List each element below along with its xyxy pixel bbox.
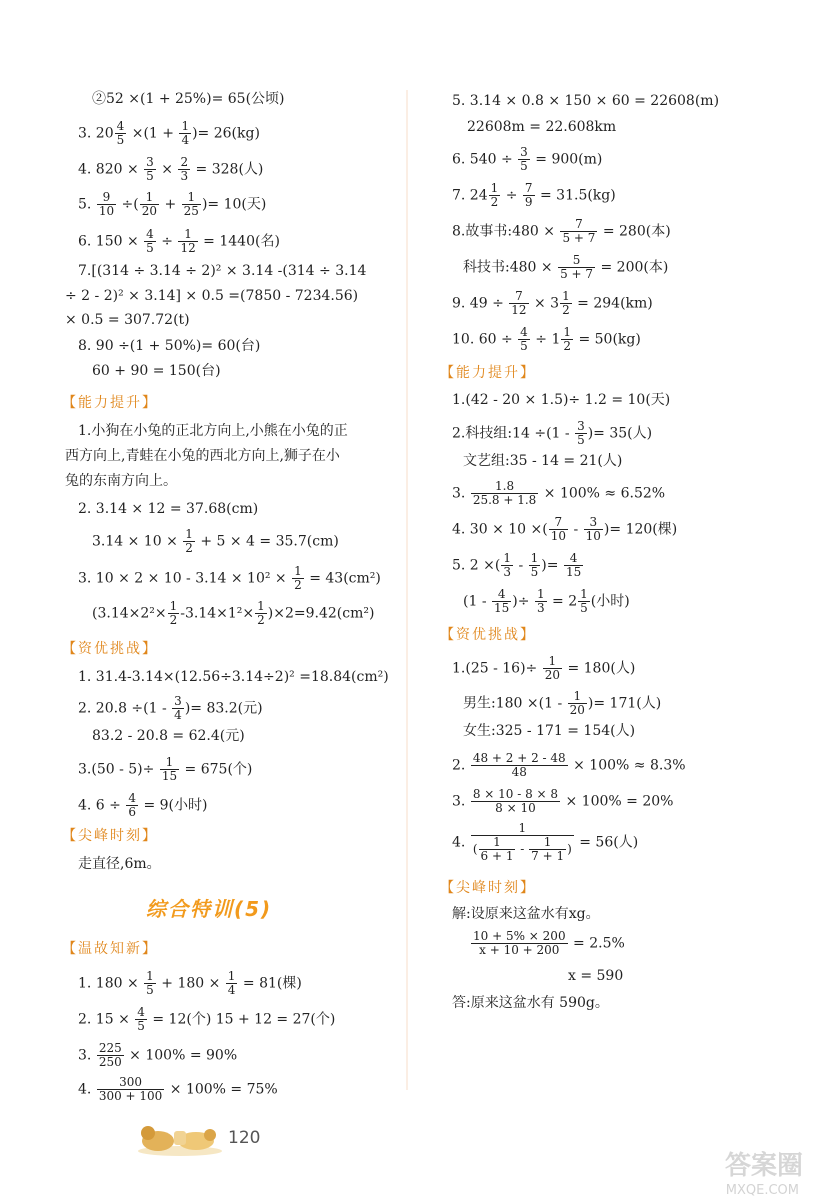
answer-line: 2. 3.14 × 12 = 37.68(cm): [78, 501, 259, 517]
watermark-logo: 答案圈: [724, 1151, 803, 1181]
answer-line: 5. $\frac{9}{10}$ ÷( $\frac{1}{20}$ + $\frac{1}{25}$ )= 10(天): [78, 190, 267, 218]
answer-line: 西方向上,青蛙在小兔的西北方向上,狮子在小: [65, 448, 340, 464]
page-number: 120: [228, 1128, 261, 1148]
answer-line: ÷ 2 - 2)² × 3.14] × 0.5 =(7850 - 7234.56): [65, 288, 359, 304]
section-tag: 【能力提升】: [440, 365, 536, 381]
answer-line: 2. 20.8 ÷(1 - $\frac{3}{4}$ )= 83.2(元): [78, 694, 263, 722]
answer-line: 9. 49 ÷ $\frac{7}{12}$ × 3 $\frac{1}{2}$ = 294(km): [452, 289, 653, 317]
answer-line: 3. $\frac{225}{250}$ × 100% = 90%: [78, 1041, 238, 1069]
answer-line: 22608m = 22.608km: [467, 119, 617, 135]
answer-line: 4. 820 × $\frac{3}{5}$ × $\frac{2}{3}$ = 328(人): [78, 155, 264, 183]
answer-line: 3. 10 × 2 × 10 - 3.14 × 10² × $\frac{1}{2}$ = 43(cm²): [78, 564, 381, 592]
answer-line: 3. $\frac{8 \times 10 - 8 \times 8}{8 \times 10}$ × 100% = 20%: [452, 787, 674, 815]
section-tag: 【能力提升】: [62, 395, 158, 411]
answer-line: 5. 3.14 × 0.8 × 150 × 60 = 22608(m): [452, 93, 720, 109]
answer-line: (3.14×2²× $\frac{1}{2}$ -3.14×1²× $\frac{1}{2}$ )×2=9.42(cm²): [92, 599, 375, 627]
answer-line: 3.14 × 10 × $\frac{1}{2}$ + 5 × 4 = 35.7(cm): [92, 527, 339, 555]
answer-line: 2. 15 × $\frac{4}{5}$ = 12(个) 15 + 12 = 27(个): [78, 1005, 336, 1033]
section-tag: 【资优挑战】: [440, 627, 536, 643]
section-tag: 【资优挑战】: [62, 641, 158, 657]
answer-line: x = 590: [568, 968, 624, 984]
answer-line: 4. 30 × 10 ×( $\frac{7}{10}$ - $\frac{3}{10}$ )= 120(棵): [452, 515, 678, 543]
answer-line: 答:原来这盆水有 590g。: [452, 995, 609, 1011]
answer-line: 3. $\frac{1.8}{25.8 + 1.8}$ × 100% ≈ 6.52%: [452, 479, 666, 507]
answer-line: 8. 90 ÷(1 + 50%)= 60(台): [78, 338, 261, 354]
answer-line: 7.[(314 ÷ 3.14 ÷ 2)² × 3.14 -(314 ÷ 3.14: [78, 263, 367, 279]
cartoon-deco-icon: [136, 1117, 224, 1157]
answer-line: 2. $\frac{48 + 2 + 2 - 48}{48}$ × 100% ≈ 8.3%: [452, 751, 686, 779]
answer-line: 1. 31.4-3.14×(12.56÷3.14÷2)² =18.84(cm²): [78, 669, 389, 685]
answer-line: ②52 ×(1 + 25%)= 65(公顷): [92, 91, 285, 107]
answer-line: 6. 540 ÷ $\frac{3}{5}$ = 900(m): [452, 145, 603, 173]
answer-line: 10. 60 ÷ $\frac{4}{5}$ ÷ 1 $\frac{1}{2}$ = 50(kg): [452, 325, 641, 353]
answer-line: × 0.5 = 307.72(t): [65, 312, 190, 328]
answer-line: 科技书:480 × $\frac{5}{5 + 7}$ = 200(本): [463, 253, 669, 281]
answer-line: 3. 20 $\frac{4}{5}$ ×(1 + $\frac{1}{4}$ )= 26(kg): [78, 119, 260, 147]
answer-line: 83.2 - 20.8 = 62.4(元): [92, 728, 245, 744]
answer-line: 2.科技组:14 ÷(1 - $\frac{3}{5}$ )= 35(人): [452, 419, 653, 447]
answer-line: 6. 150 × $\frac{4}{5}$ ÷ $\frac{1}{12}$ = 1440(名): [78, 227, 280, 255]
answer-line: 60 + 90 = 150(台): [92, 363, 221, 379]
answer-line: (1 - $\frac{4}{15}$ )÷ $\frac{1}{3}$ = 2 $\frac{1}{5}$ (小时): [463, 587, 630, 615]
answer-line: 1.小狗在小兔的正北方向上,小熊在小兔的正: [78, 423, 348, 439]
watermark-url: MXQE.COM: [725, 1183, 799, 1198]
section-title: 综合特训(5): [146, 897, 273, 921]
answer-line: 兔的东南方向上。: [65, 473, 177, 489]
answer-line: 文艺组:35 - 14 = 21(人): [463, 453, 623, 469]
answer-line: 4. 6 ÷ $\frac{4}{6}$ = 9(小时): [78, 791, 208, 819]
answer-line: 4. 1 ( $\frac{1}{6 + 1}$ - $\frac{1}{7 + 1}$ ) = 56(人): [452, 821, 639, 863]
answer-line: 1.(42 - 20 × 1.5)÷ 1.2 = 10(天): [452, 392, 671, 408]
answer-line: 3.(50 - 5)÷ $\frac{1}{15}$ = 675(个): [78, 755, 253, 783]
section-tag: 【温故知新】: [62, 941, 158, 957]
section-tag: 【尖峰时刻】: [440, 880, 536, 896]
section-tag: 【尖峰时刻】: [62, 828, 158, 844]
answer-line: 1. 180 × $\frac{1}{5}$ + 180 × $\frac{1}{4}$ = 81(棵): [78, 969, 302, 997]
answer-line: 走直径,6m。: [78, 856, 161, 872]
answer-line: 4. $\frac{300}{300 + 100}$ × 100% = 75%: [78, 1075, 278, 1103]
answer-line: 男生:180 ×(1 - $\frac{1}{20}$ )= 171(人): [463, 689, 662, 717]
answer-line: 解:设原来这盆水有xg。: [452, 906, 600, 922]
answer-line: 7. 24 $\frac{1}{2}$ ÷ $\frac{7}{9}$ = 31.5(kg): [452, 181, 616, 209]
answer-line: $\frac{10 + 5\% \times 200}{x + 10 + 200}$ = 2.5%: [473, 929, 625, 957]
answer-line: 5. 2 ×( $\frac{1}{3}$ - $\frac{1}{5}$ )= $\frac{4}{15}$: [452, 551, 582, 579]
answer-line: 1.(25 - 16)÷ $\frac{1}{20}$ = 180(人): [452, 654, 636, 682]
answer-line: 8.故事书:480 × $\frac{7}{5 + 7}$ = 280(本): [452, 217, 671, 245]
column-divider: [406, 90, 408, 1090]
answer-line: 女生:325 - 171 = 154(人): [463, 723, 636, 739]
